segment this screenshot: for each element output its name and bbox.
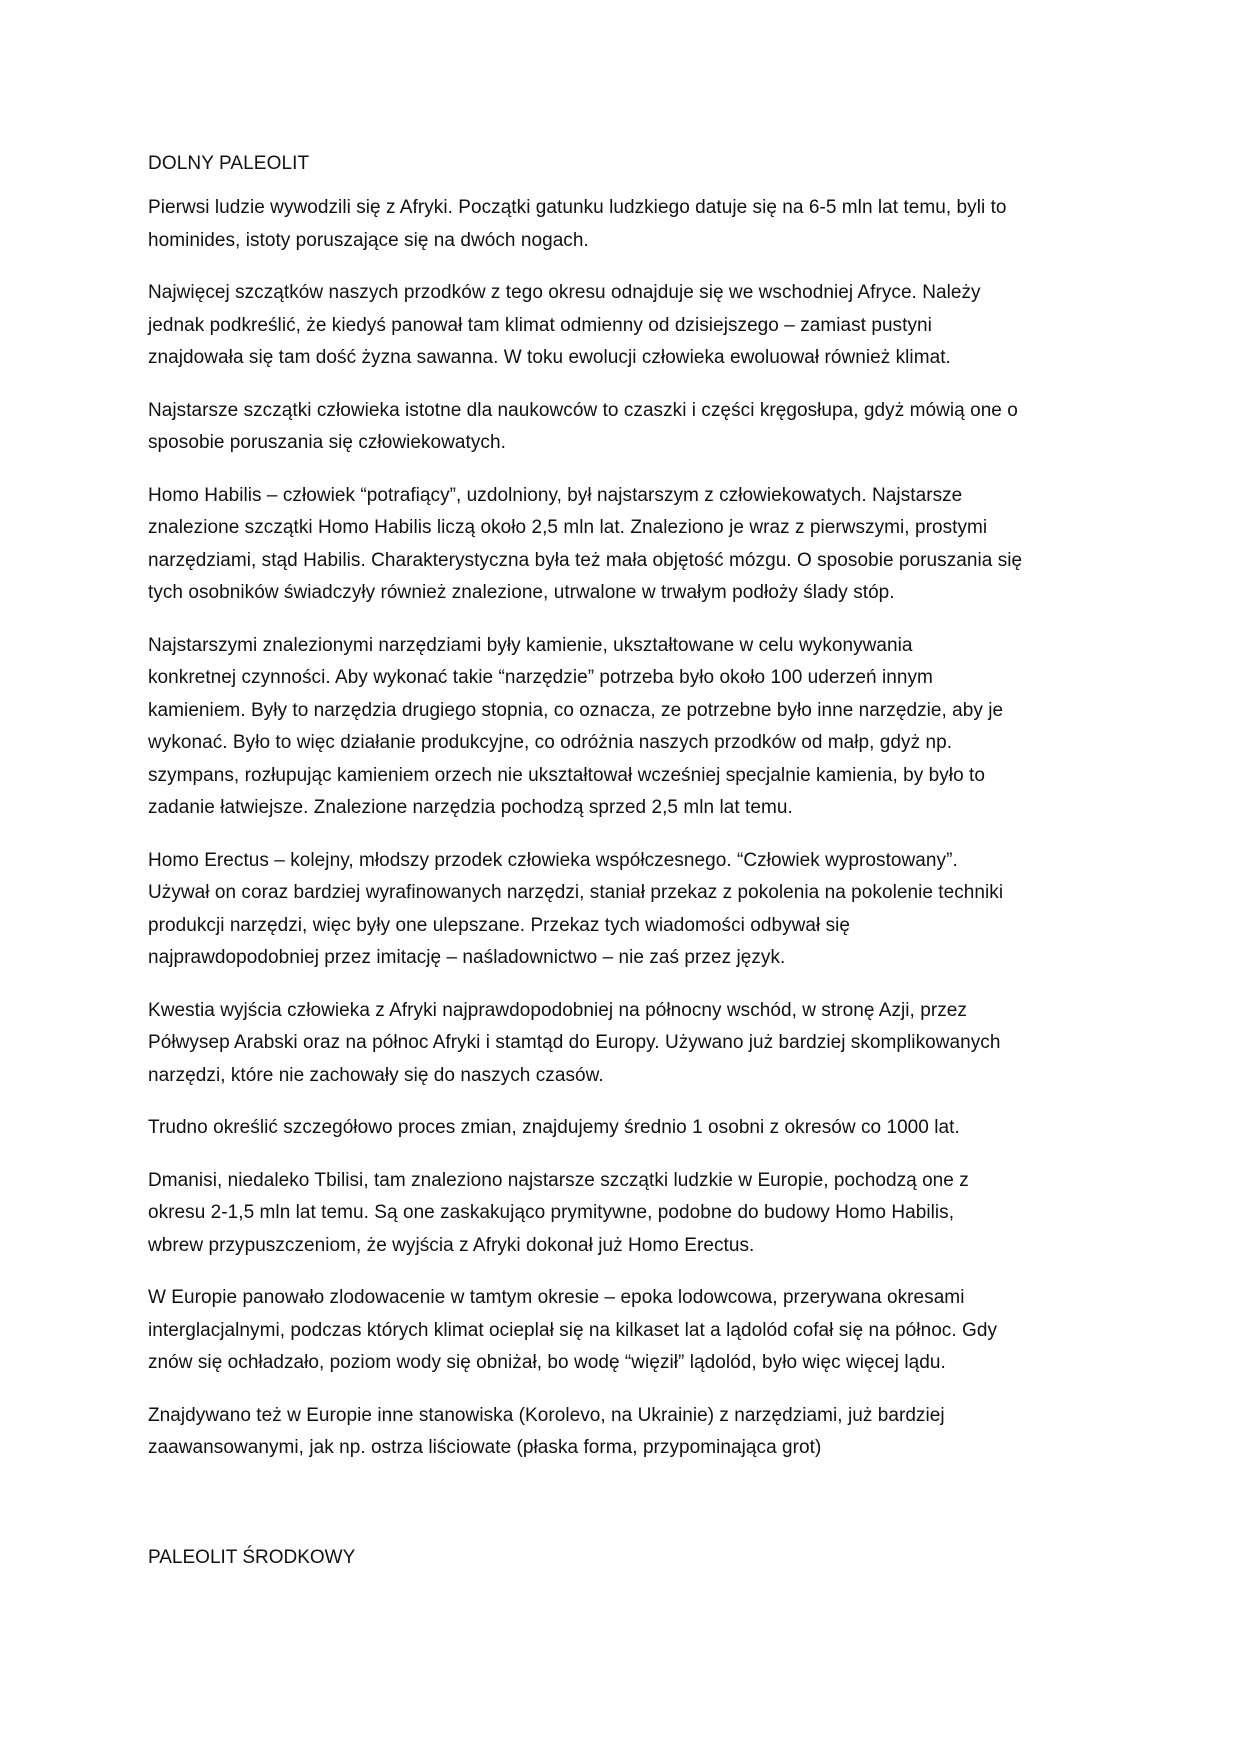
paragraph-line: produkcji narzędzi, więc były one ulepszane. Przekaz tych wiadomości odbywał się bbox=[148, 914, 851, 936]
paragraph-line: Pierwsi ludzie wywodzili się z Afryki. Początki gatunku ludzkiego datuje się na 6-5 mln lat temu, byli to bbox=[148, 197, 1007, 218]
paragraph-line: znajdowała się tam dość żyzna sawanna. W toku ewolucji człowieka ewoluował również klimat. bbox=[148, 347, 951, 368]
paragraph-line: Najstarsze szczątki człowieka istotne dla naukowców to czaszki i części kręgosłupa, gdyż mówią one o bbox=[148, 399, 1018, 421]
paragraph-line: znalezione szczątki Homo Habilis liczą około 2,5 mln lat. Znaleziono je wraz z pierwszymi, prostymi bbox=[148, 517, 988, 538]
paragraph-line: narzędzi, które nie zachowały się do naszych czasów. bbox=[148, 1064, 604, 1086]
paragraph bbox=[148, 1112, 1098, 1145]
paragraph bbox=[148, 480, 1098, 610]
paragraph-line: konkretnej czynności. Aby wykonać takie “narzędzie” potrzeba było około 100 uderzeń innym bbox=[148, 667, 933, 688]
paragraph-line: tych osobników świadczyły również znalezione, utrwalone w trwałym podłoży ślady stóp. bbox=[148, 582, 895, 603]
paragraph bbox=[148, 845, 1098, 975]
paragraph-line: hominides, istoty poruszające się na dwóch nogach. bbox=[148, 229, 589, 251]
paragraph-line: znów się ochładzało, poziom wody się obniżał, bo wodę “więził” lądolód, było więc więcej lądu. bbox=[148, 1352, 946, 1373]
paragraph-line: Znajdywano też w Europie inne stanowiska (Korolevo, na Ukrainie) z narzędziami, już bardziej bbox=[148, 1404, 945, 1426]
paragraph-line: zaawansowanymi, jak np. ostrza liściowate (płaska forma, przypominająca grot) bbox=[148, 1437, 822, 1458]
paragraph-line: Używał on coraz bardziej wyrafinowanych narzędzi, staniał przekaz z pokolenia na pokolenie techniki bbox=[148, 882, 1004, 903]
paragraph-line: Półwysep Arabski oraz na północ Afryki i stamtąd do Europy. Używano już bardziej skomplikowanych bbox=[148, 1032, 1001, 1053]
paragraph-line: Kwestia wyjścia człowieka z Afryki najprawdopodobniej na północny wschód, w stronę Azji, przez bbox=[148, 999, 967, 1021]
paragraph bbox=[148, 1400, 1098, 1465]
paragraph bbox=[148, 630, 1098, 825]
paragraph bbox=[148, 395, 1098, 460]
paragraph-line: kamieniem. Były to narzędzia drugiego stopnia, co oznacza, ze potrzebne było inne narzędzie, aby je bbox=[148, 699, 1004, 721]
paragraph-line: Trudno określić szczegółowo proces zmian, znajdujemy średnio 1 osobni z okresów co 1000 lat. bbox=[148, 1117, 960, 1138]
paragraph-line: interglacjalnymi, podczas których klimat ocieplał się na kilkaset lat a lądolód cofał się na północ. Gdy bbox=[148, 1319, 998, 1341]
section-heading-paleolit-srodkowy: PALEOLIT ŚRODKOWY bbox=[148, 1547, 356, 1568]
paragraph bbox=[148, 995, 1098, 1093]
paragraph-line: zadanie łatwiejsze. Znalezione narzędzia pochodzą sprzed 2,5 mln lat temu. bbox=[148, 797, 793, 818]
paragraph-line: jednak podkreślić, że kiedyś panował tam klimat odmienny od dzisiejszego – zamiast pustyni bbox=[148, 314, 932, 336]
paragraph-line: wbrew przypuszczeniom, że wyjścia z Afryki dokonał już Homo Erectus. bbox=[148, 1234, 755, 1256]
paragraph bbox=[148, 277, 1098, 375]
paragraph-line: narzędziami, stąd Habilis. Charakterystyczna była też mała objętość mózgu. O sposobie poruszania się bbox=[148, 549, 1023, 571]
paragraph bbox=[148, 1282, 1098, 1380]
paragraph-line: Homo Habilis – człowiek “potrafiący”, uzdolniony, był najstarszym z człowiekowatych. Najstarsze bbox=[148, 484, 963, 506]
paragraph-line: Homo Erectus – kolejny, młodszy przodek człowieka współczesnego. “Człowiek wyprostowany”. bbox=[148, 849, 958, 871]
paragraph-line: Najwięcej szczątków naszych przodków z tego okresu odnajduje się we wschodniej Afryce. Należy bbox=[148, 282, 981, 303]
paragraph-line: Najstarszymi znalezionymi narzędziami były kamienie, ukształtowane w celu wykonywania bbox=[148, 634, 913, 656]
paragraph bbox=[148, 192, 1098, 257]
document-body bbox=[148, 148, 1098, 1485]
paragraph bbox=[148, 1165, 1098, 1263]
paragraph-line: najprawdopodobniej przez imitację – naśladownictwo – nie zaś przez język. bbox=[148, 947, 786, 968]
paragraph-line: sposobie poruszania się człowiekowatych. bbox=[148, 432, 506, 453]
paragraph-line: okresu 2-1,5 mln lat temu. Są one zaskakująco prymitywne, podobne do budowy Homo Habilis, bbox=[148, 1202, 955, 1223]
paragraph-line: wykonać. Było to więc działanie produkcyjne, co odróżnia naszych przodków od małp, gdyż np. bbox=[148, 732, 953, 753]
paragraph-line: W Europie panowało zlodowacenie w tamtym okresie – epoka lodowcowa, przerywana okresami bbox=[148, 1287, 965, 1308]
section-heading-dolny-paleolit: DOLNY PALEOLIT bbox=[148, 153, 310, 174]
paragraph-line: szympans, rozłupując kamieniem orzech nie ukształtował wcześniej specjalnie kamienia, by było to bbox=[148, 764, 985, 786]
paragraph-line: Dmanisi, niedaleko Tbilisi, tam znaleziono najstarsze szczątki ludzkie w Europie, pochodzą one z bbox=[148, 1169, 969, 1191]
